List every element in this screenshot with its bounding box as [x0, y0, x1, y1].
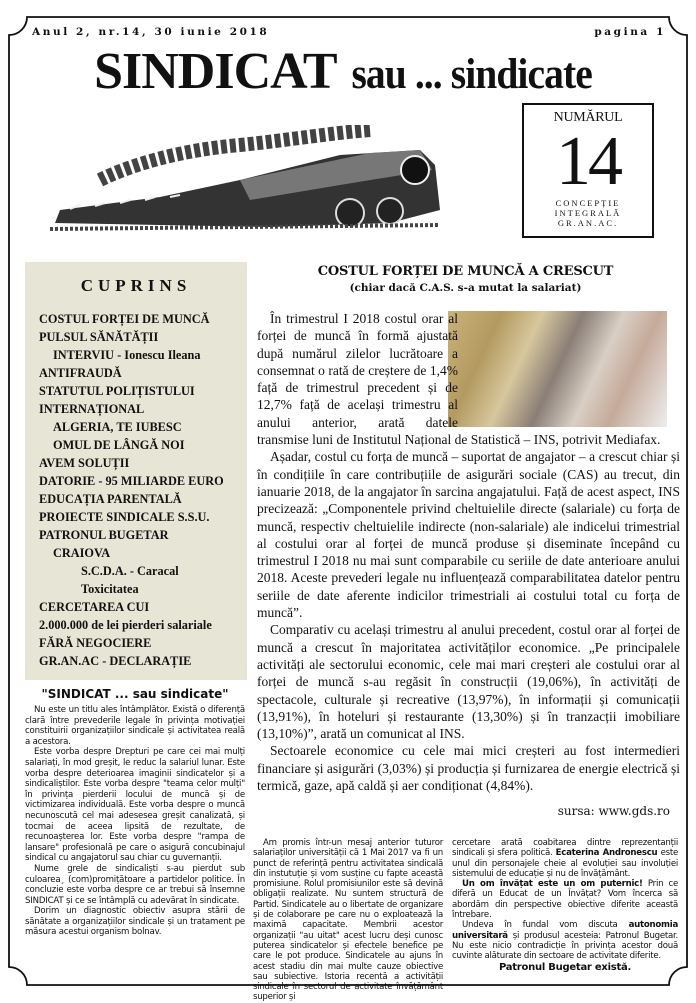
- contents-list: [39, 310, 247, 670]
- name-highlight: Ecaterina Andronescu: [555, 848, 658, 859]
- issue-number-label: NUMĂRUL: [553, 110, 623, 125]
- text: este unul din personajele cheie al evoluției sau involuției sistemului de educație și nu de învățământ.: [452, 848, 678, 879]
- concept-line: GR.AN.AC.: [557, 218, 619, 228]
- editorial-title: "SINDICAT ... sau sindicate": [41, 687, 229, 701]
- contents-item: ALGERIA, TE IUBESC: [53, 420, 182, 434]
- article-subtitle: (chiar dacă C.A.S. s-a mutat la salariat): [349, 282, 582, 294]
- contents-item: INTERNAȚIONAL: [39, 402, 145, 416]
- column-paragraph: [452, 879, 678, 920]
- article-paragraph: Așadar, costul cu forța de muncă – suportat de angajator – a crescut chiar și în condițiile în care contribuțiile de asigurări sociale (CAS) au trecut, din ianuarie 2018, de la angajator în sarcina angajatului. Față de acest aspect, INS precizează: „Componentele privind cheltuielile directe (salariale) cu forța de muncă, respectiv cheltuielile indirecte (non-salariale) ale indicelui trimestrial al costului orar al forței de muncă produse și diseminate începând cu trimestrul I 2018 nu mai sunt comparabile cu seriile de date anterioare anului 2018. Aceste prevederi legale nu influențează comparabilitatea datelor pentru seriile de date aferente indicilor trimestriali ai costului total cu forța de muncă”.: [257, 449, 680, 621]
- column-paragraph: [452, 838, 678, 879]
- editorial-paragraph: Dorim un diagnostic obiectiv asupra stării de sănătate a organizațiilor sindicale și un tratament pe măsura acestui organism bolnav.: [25, 906, 245, 938]
- locomotive-illustration: [40, 125, 470, 235]
- bottom-column-2: [452, 838, 678, 973]
- editorial: [25, 687, 245, 938]
- masthead-subtitle: sau ... sindicate: [350, 51, 592, 98]
- slogan: Un om învățat este un om puternic!: [462, 879, 643, 890]
- concept-line: CONCEPȚIE: [555, 198, 621, 208]
- column-paragraph: [452, 920, 678, 961]
- article-paragraph: Sectoarele economice cu cele mai mici creșteri au fost intermedieri financiare și asigurări (3,03%) și producția și furnizarea de energie electrică și termică, gaze, apă caldă și aer condiționat (4,84%).: [257, 743, 680, 794]
- contents-item: COSTUL FORȚEI DE MUNCĂ: [39, 312, 210, 326]
- contents-item: FĂRĂ NEGOCIERE: [39, 636, 152, 650]
- contents-title: CUPRINS: [80, 276, 192, 295]
- contents-item: EDUCAȚIA PARENTALĂ: [39, 492, 182, 506]
- text: Undeva în fundal vom discuta: [462, 920, 629, 931]
- article-title: COSTUL FORȚEI DE MUNCĂ A CRESCUT: [317, 264, 614, 279]
- closing-line: Patronul Bugetar există.: [498, 961, 632, 973]
- concept-line: INTEGRALĂ: [554, 208, 622, 218]
- article-paragraph: În trimestrul I 2018 costul orar al forței de muncă în formă ajustată după numărul zilelor lucrătoare a consemnat o rată de creștere de 1,4% față de trimestrul precedent și de 12,7% față de același trimestru al anului anterior, arată datele transmise luni de Institutul Național de Statistică – INS, potrivit Mediafax.: [257, 311, 661, 448]
- contents-item: CRAIOVA: [53, 546, 111, 560]
- contents-item: Toxicitatea: [81, 582, 139, 596]
- article-body: [257, 310, 680, 821]
- table-of-contents: [25, 262, 247, 680]
- contents-item: DATORIE - 95 MILIARDE EURO: [39, 474, 224, 488]
- masthead: [0, 44, 696, 100]
- contents-item: OMUL DE LÂNGĂ NOI: [53, 438, 185, 452]
- highlight: autonomia universitară: [452, 920, 678, 941]
- contents-item: PROIECTE SINDICALE S.S.U.: [39, 510, 210, 524]
- editorial-paragraph: Este vorba despre Drepturi pe care cei mai mulți salariați, în mod greșit, le reduc la salariul lunar. Este vorba despre deterioarea imaginii sindicatelor și a sindicaliștilor. Este vorba despre "teama celor mulți" în privința pierderii locului de muncă și de victimizarea individuală. Este vorba despre o muncă necunoscută cel mai adesesea greșit canalizată, și tocmai de aceea lipsită de rezultate, de recunoașterea lor. Este vorba despre "rampa de lansare" profesională pe care o asigură concubinajul sindical cu angajatorul sau chiar cu guvernanții.: [25, 747, 245, 864]
- contents-item: 2.000.000 de lei pierderi salariale: [39, 618, 212, 632]
- text: Prin ce diferă un Educat de un Învățat? Vom încerca să abordăm din perspective obiective diferite această întrebare.: [452, 879, 678, 921]
- issue-info: Anul 2, nr.14, 30 iunie 2018: [32, 26, 270, 38]
- contents-item: PATRONUL BUGETAR: [39, 528, 169, 542]
- contents-item: STATUTUL POLIȚISTULUI: [39, 384, 195, 398]
- contents-item: S.C.D.A. - Caracal: [81, 564, 179, 578]
- issue-number-box: [522, 103, 654, 238]
- editorial-paragraph: Nu este un titlu ales întâmplător. Există o diferență clară între prevederile legale în privința motivației constituirii organizațiilor sindicale și activitatea reală a acestora.: [25, 705, 245, 747]
- contents-item: GR.AN.AC - DECLARAȚIE: [39, 654, 192, 668]
- page-number: pagina 1: [594, 26, 666, 38]
- text: și produsul acesteia: Patronul Bugetar. Nu este nicio contradicție în privința acestor două cuvinte alăturate din sectoare de activitate diferite.: [452, 930, 678, 962]
- issue-number: 14: [556, 123, 620, 200]
- contents-item: CERCETAREA CUI: [39, 600, 150, 614]
- text: cercetare arată coabitarea dintre reprezentanții sindicali și sfera politică.: [452, 838, 678, 859]
- editorial-paragraph: Nume grele de sindicaliști s-au pierdut sub culoarea¸ (com)promițătoare a partidelor politice. În concluzie este vorba despre ce ar trebui să însemne SINDICAT și ce se întâmplă cu adevărat în sindicate.: [25, 863, 245, 906]
- column-text: Am promis într-un mesaj anterior tuturor salariaților universității că 1 Mai 2017 va fi un punct de referință pentru activitatea sindicală din instutuție și vom susține cu fapte această promisiune. Rolul promisiunilor este să devină obligații realizate. Nu suntem structură de Partid. Sindicatele au o libertate de organizare și de colaborare pe care nu o exploatează la maximă capacitate. Membrii acestor organizații "au uitat" acest lucru deși cunosc puterea sindicatelor și efectele benefice pe care le pot produce. Sindicatele au ajuns în acest stadiu din mai multe cauze obiective sau subiective. Istoria recentă a activității sindicale în sectorul de activitate învățământ superior și: [253, 838, 443, 1003]
- article-paragraph: Comparativ cu același trimestru al anului precedent, costul orar al forței de muncă a crescut în majoritatea activităților economice. „Pe principalele activități ale sectorului economic, cele mai mari creșteri ale costului orar al forței de muncă s-au regăsit în construcții (19,06%), în activități de spectacole, culturale și recreative (13,97%), în informații și comunicații (13,91%), în hoteluri și restaurante (13,30%) și în tranzacții imobiliare (13,10%)”, arată un comunicat al INS.: [257, 622, 680, 742]
- bottom-column-1: [253, 838, 443, 1003]
- contents-item: ANTIFRAUDĂ: [39, 366, 122, 380]
- contents-item: PULSUL SĂNĂTĂȚII: [39, 330, 159, 344]
- contents-item: INTERVIU - Ionescu Ileana: [53, 348, 201, 362]
- article-source: sursa: www.gds.ro: [557, 804, 670, 819]
- masthead-title: SINDICAT: [94, 43, 337, 100]
- contents-item: AVEM SOLUȚII: [39, 456, 130, 470]
